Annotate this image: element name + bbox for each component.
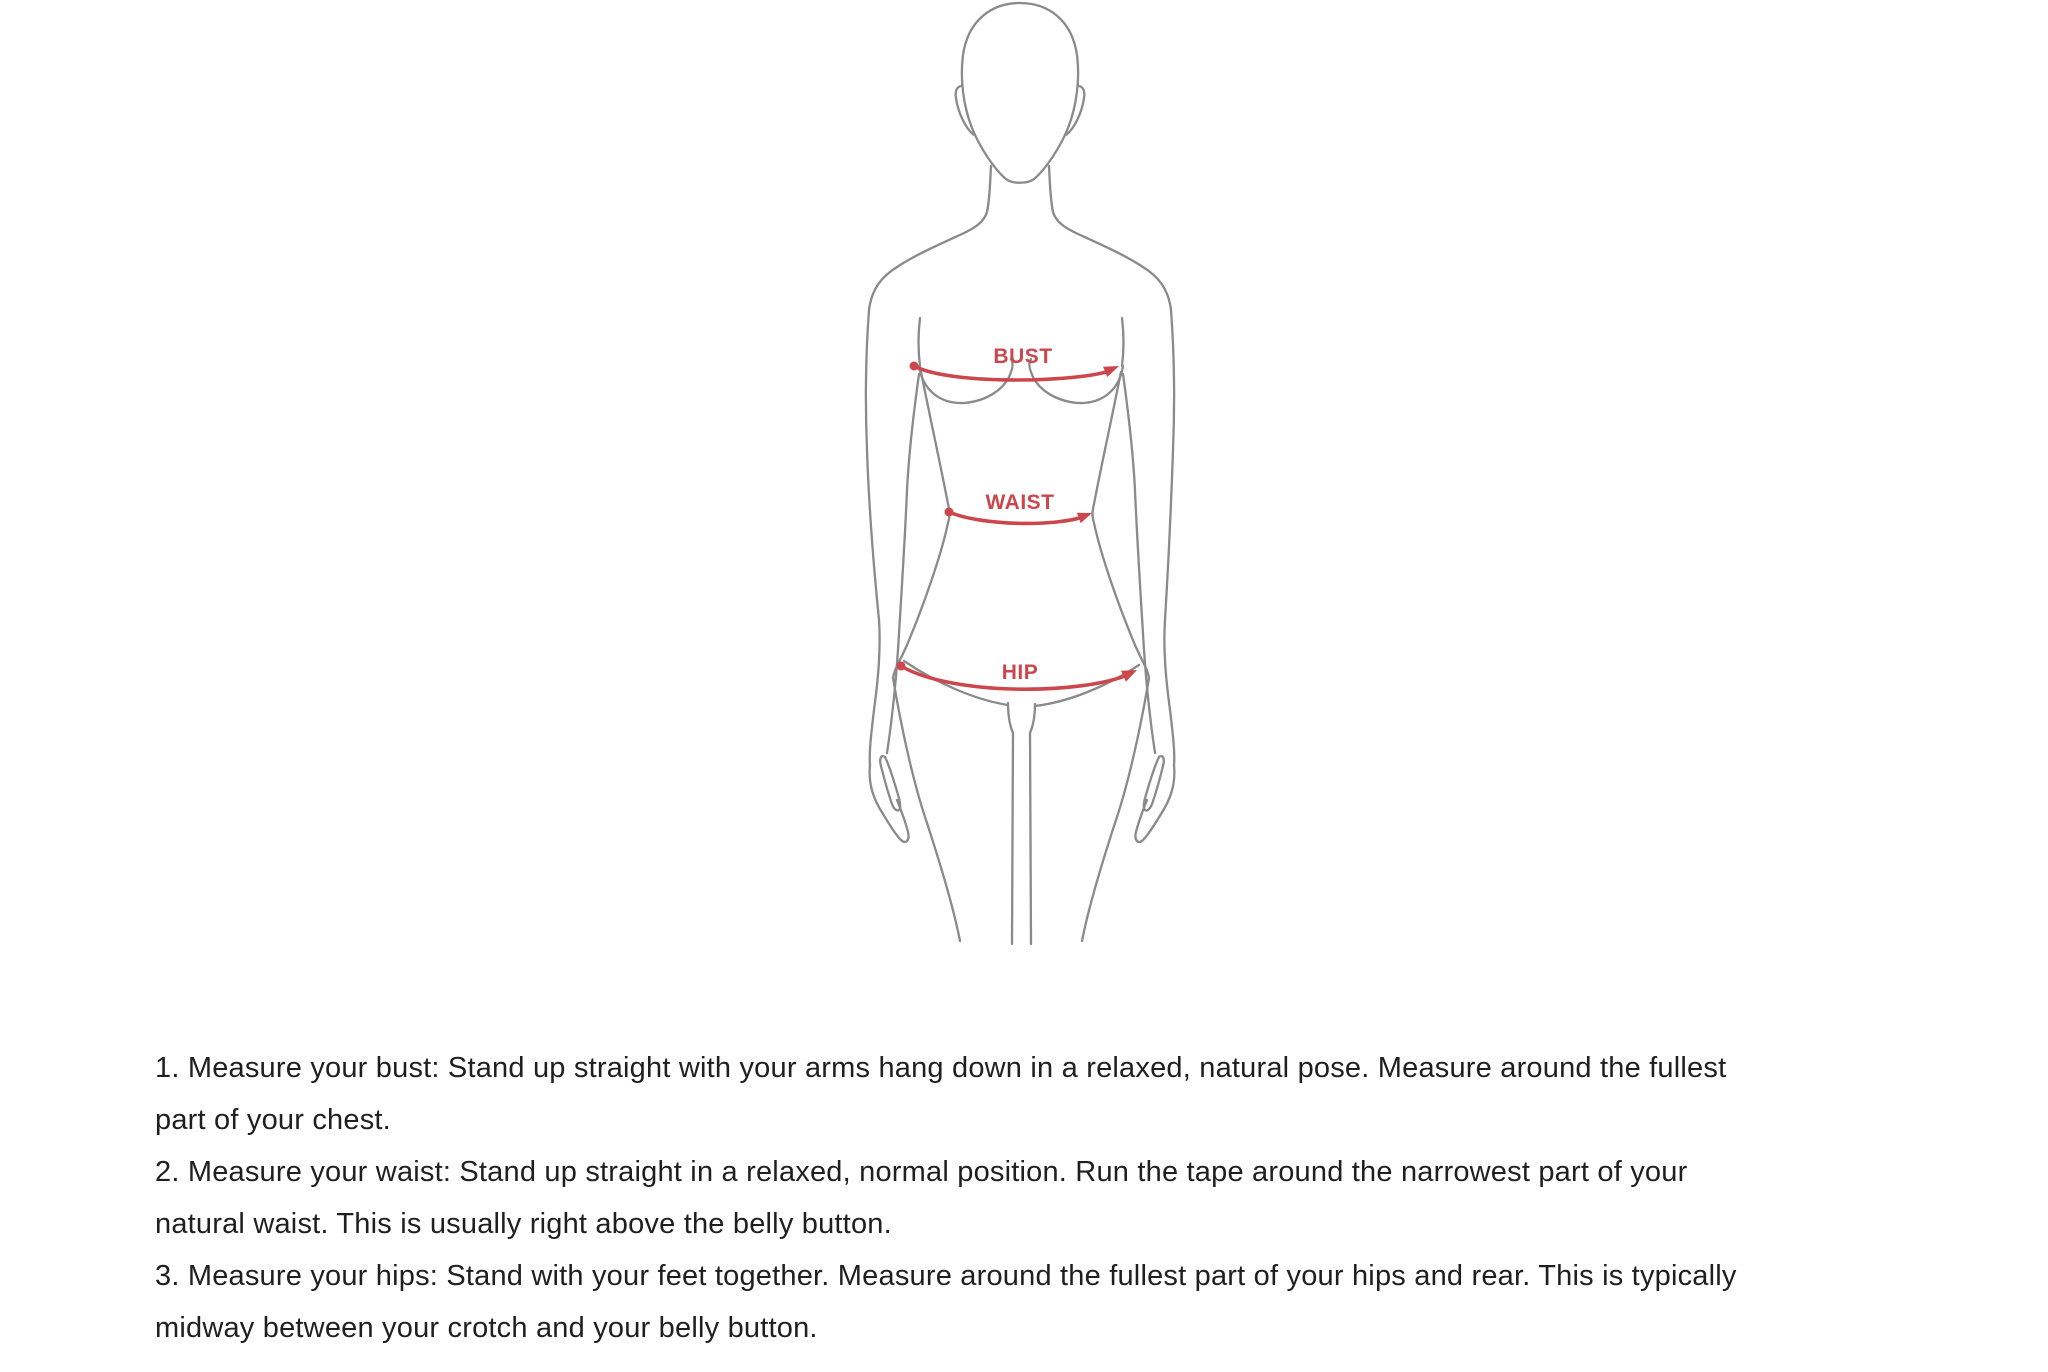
right-neck-shoulder-arm [1049,166,1174,765]
waist-measure [945,491,1093,523]
hip-measure-arrowhead [1121,670,1137,682]
waist-measure-start-dot [945,508,954,517]
left-hand [870,765,909,842]
instruction-line: part of your chest. [155,1104,391,1136]
bust-measure-start-dot [910,362,919,371]
right-inner-arm [1123,374,1155,753]
left-torso-side [893,372,950,678]
instruction-line: 2. Measure your waist: Stand up straight in a relaxed, normal position. Run the tape around the narrowest part of your [155,1156,1688,1188]
right-torso-side [1093,372,1150,678]
left-outer-thigh [893,678,960,941]
measurement-instructions [155,1042,1737,1354]
instruction-line: natural waist. This is usually right above the belly button. [155,1208,892,1240]
hip-label: HIP [1001,661,1039,684]
waist-measure-arrowhead [1077,513,1092,523]
instruction-line: 1. Measure your bust: Stand up straight with your arms hang down in a relaxed, natural pose. Measure around the fullest [155,1052,1727,1084]
instruction-item-hips [155,1250,1737,1354]
left-inner-leg [1008,703,1013,944]
instruction-line: 3. Measure your hips: Stand with your feet together. Measure around the fullest part of your hips and rear. This is typically [155,1260,1737,1292]
waist-label: WAIST [985,491,1055,514]
hip-measure [897,661,1138,689]
bust-label: BUST [993,345,1053,368]
left-armpit-line [919,318,921,366]
hip-measure-start-dot [897,662,906,671]
bust-measure [910,345,1120,380]
right-inner-leg [1030,704,1035,944]
right-outer-thigh [1082,678,1149,941]
bust-measure-arrowhead [1103,366,1119,377]
figure-outline [866,3,1174,944]
left-inner-arm [887,374,919,753]
instruction-line: midway between your crotch and your belly button. [155,1312,818,1344]
head-outline [962,3,1078,183]
instruction-item-bust [155,1042,1737,1146]
right-hand [1135,765,1174,842]
instruction-item-waist [155,1146,1737,1250]
measurement-guides [897,345,1138,689]
right-armpit-line [1122,318,1124,366]
